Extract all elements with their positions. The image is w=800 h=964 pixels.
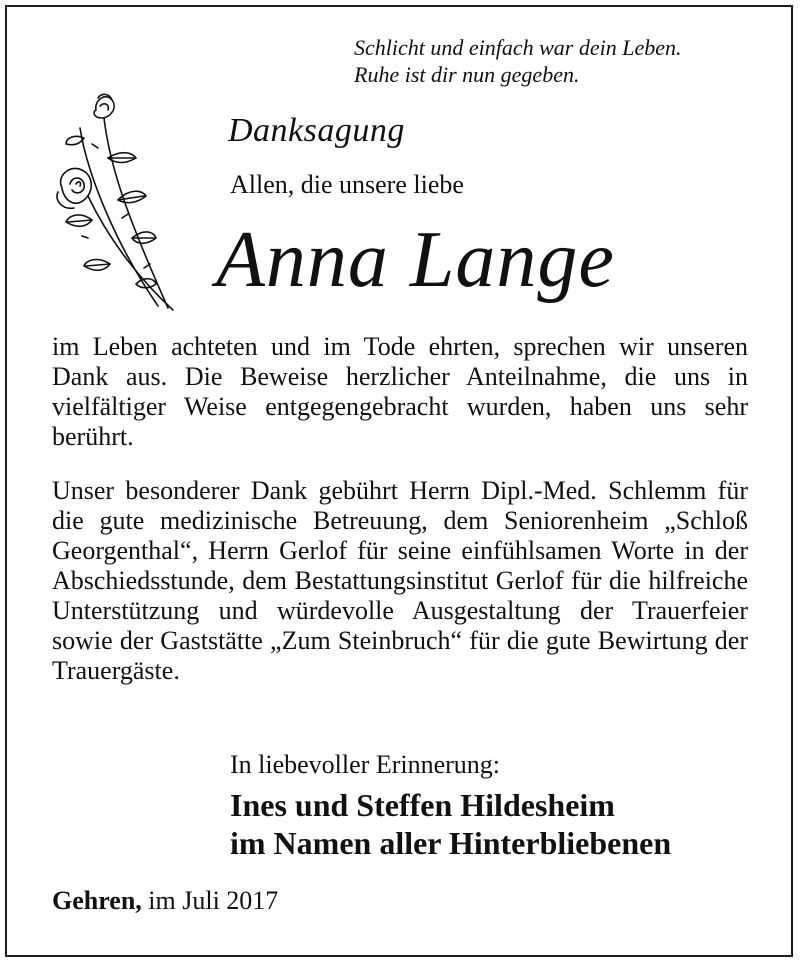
paragraph-thanks: im Leben achteten und im Tode ehrten, sprechen wir unseren Dank aus. Die Beweise herzlicher Anteilnahme, die uns in vielfältiger Weise entgegengebracht wurden, haben uns sehr berührt. [52, 332, 748, 451]
motto-line-1: Schlicht und einfach war dein Leben. [354, 35, 682, 60]
signers-line-2: im Namen aller Hinterbliebenen [230, 825, 672, 861]
signers-block [230, 786, 671, 862]
intro-line: Allen, die unsere liebe [230, 170, 464, 199]
motto-line-2: Ruhe ist dir nun gegeben. [354, 62, 580, 87]
closing-line: In liebevoller Erinnerung: [230, 750, 501, 779]
rose-icon [48, 88, 188, 318]
deceased-name: Anna Lange [216, 216, 615, 304]
signers-line-1: Ines und Steffen Hildesheim [230, 787, 615, 823]
place-date-line [52, 886, 278, 916]
date-text: im Juli 2017 [148, 886, 279, 915]
paragraph-special-thanks: Unser besonderer Dank gebührt Herrn Dipl.-Med. Schlemm für die gute medizinische Betreuung, dem Seniorenheim „Schloß Georgenthal“, Herrn Gerlof für seine einfühlsamen Worte in der Abschiedsstunde, dem Bestattungsinstitut Gerlof für die hilfreiche Unterstützung und würdevolle Ausgestaltung der Trauerfeier sowie der Gaststätte „Zum Steinbruch“ für die gute Bewirtung der Trauergäste. [52, 476, 748, 685]
heading-danksagung: Danksagung [228, 112, 405, 149]
place-name: Gehren, [52, 886, 142, 915]
motto-verse [354, 34, 774, 88]
